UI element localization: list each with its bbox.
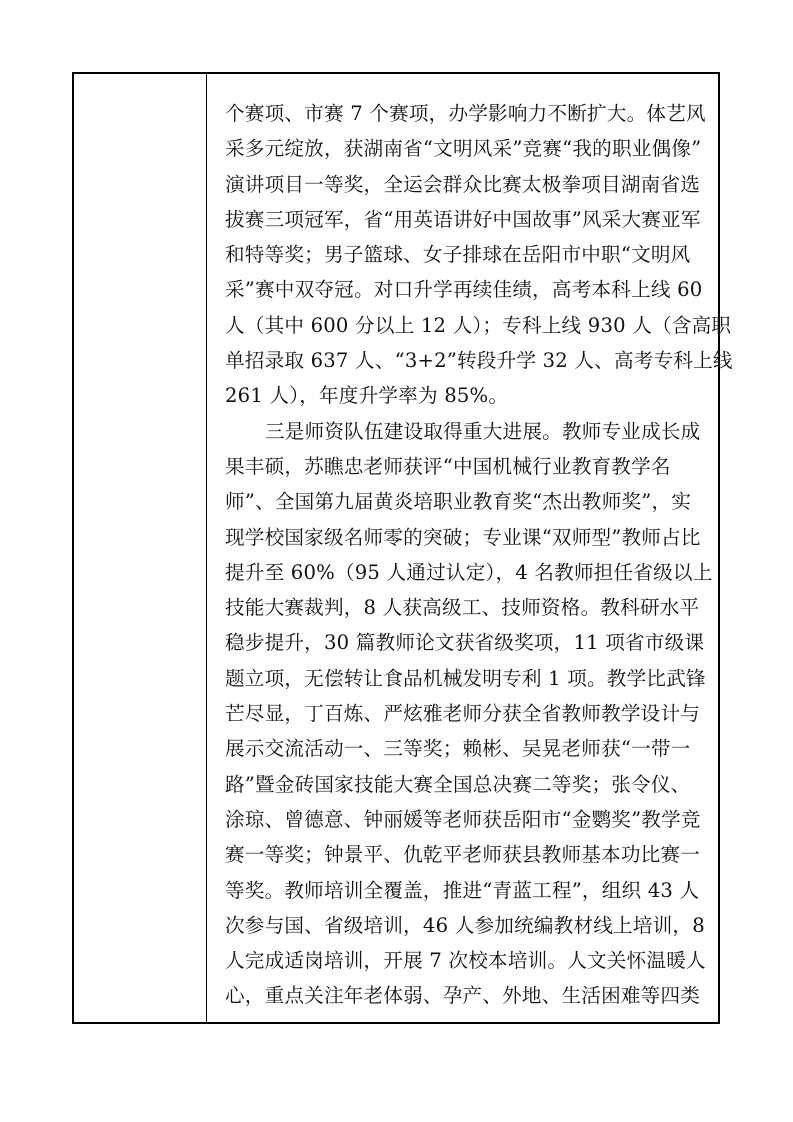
text-line: 现学校国家级名师零的突破；专业课“双师型”教师占比 [225,525,701,549]
text-line: 演讲项目一等奖，全运会群众比赛太极拳项目湖南省选 [225,172,701,196]
text-line-indented: 三是师资队伍建设取得重大进展。教师专业成长成 [265,419,701,443]
report-table [72,72,733,1024]
text-line: 采”赛中双夺冠。对口升学再续佳绩，高考本科上线 60 [225,278,703,302]
text-line: 涂琼、曾德意、钟丽媛等老师获岳阳市“金鹦奖”教学竞 [225,807,701,831]
text-line: 路”暨金砖国家技能大赛全国总决赛二等奖；张令仪、 [225,772,691,796]
paragraph-achievements-continued [225,96,733,414]
text-line: 芒尽显，丁百炼、严炫雅老师分获全省教师教学设计与 [225,702,701,726]
text-line: 赛一等奖；钟景平、仇乾平老师获县教师基本功比赛一 [225,843,701,867]
text-line: 个赛项、市赛 7 个赛项，办学影响力不断扩大。体艺风 [225,102,706,125]
text-line: 心，重点关注年老体弱、孕产、外地、生活困难等四类 [225,984,701,1008]
text-line: 人完成适岗培训，开展 7 次校本培训。人文关怀温暖人 [225,949,706,973]
text-line: 技能大赛裁判，8 人获高级工、技师资格。教科研水平 [225,596,700,620]
text-line: 和特等奖；男子篮球、女子排球在岳阳市中职“文明风 [225,243,691,267]
text-line: 261 人），年度升学率为 85%。 [225,384,509,408]
text-line: 单招录取 637 人、“3+2”转段升学 32 人、高考专科上线 [225,349,733,373]
text-line: 人（其中 600 分以上 12 人）；专科上线 930 人（含高职 [225,313,732,337]
text-line: 等奖。教师培训全覆盖，推进“青蓝工程”，组织 43 人 [225,878,700,902]
text-line: 展示交流活动一、三等奖；赖彬、吴晃老师获“一带一 [225,737,691,761]
text-line: 师”、全国第九届黄炎培职业教育奖“杰出教师奖”，实 [225,490,692,514]
text-line: 果丰硕，苏瞧忠老师获评“中国机械行业教育教学名 [225,454,671,478]
text-line: 稳步提升，30 篇教师论文获省级奖项，11 项省市级课 [225,631,705,655]
text-line: 次参与国、省级培训，46 人参加统编教材线上培训，8 [225,913,705,937]
text-line: 拔赛三项冠军，省“用英语讲好中国故事”风采大赛亚军 [225,207,701,231]
text-line: 提升至 60%（95 人通过认定），4 名教师担任省级以上 [225,560,713,584]
text-line: 题立项，无偿转让食品机械发明专利 1 项。教学比武锋 [225,666,706,690]
text-line: 采多元绽放，获湖南省“文明风采”竞赛“我的职业偶像” [225,137,702,161]
table-content-cell [207,74,733,1022]
paragraph-teacher-development [225,414,720,1014]
table-left-cell [74,74,207,1022]
